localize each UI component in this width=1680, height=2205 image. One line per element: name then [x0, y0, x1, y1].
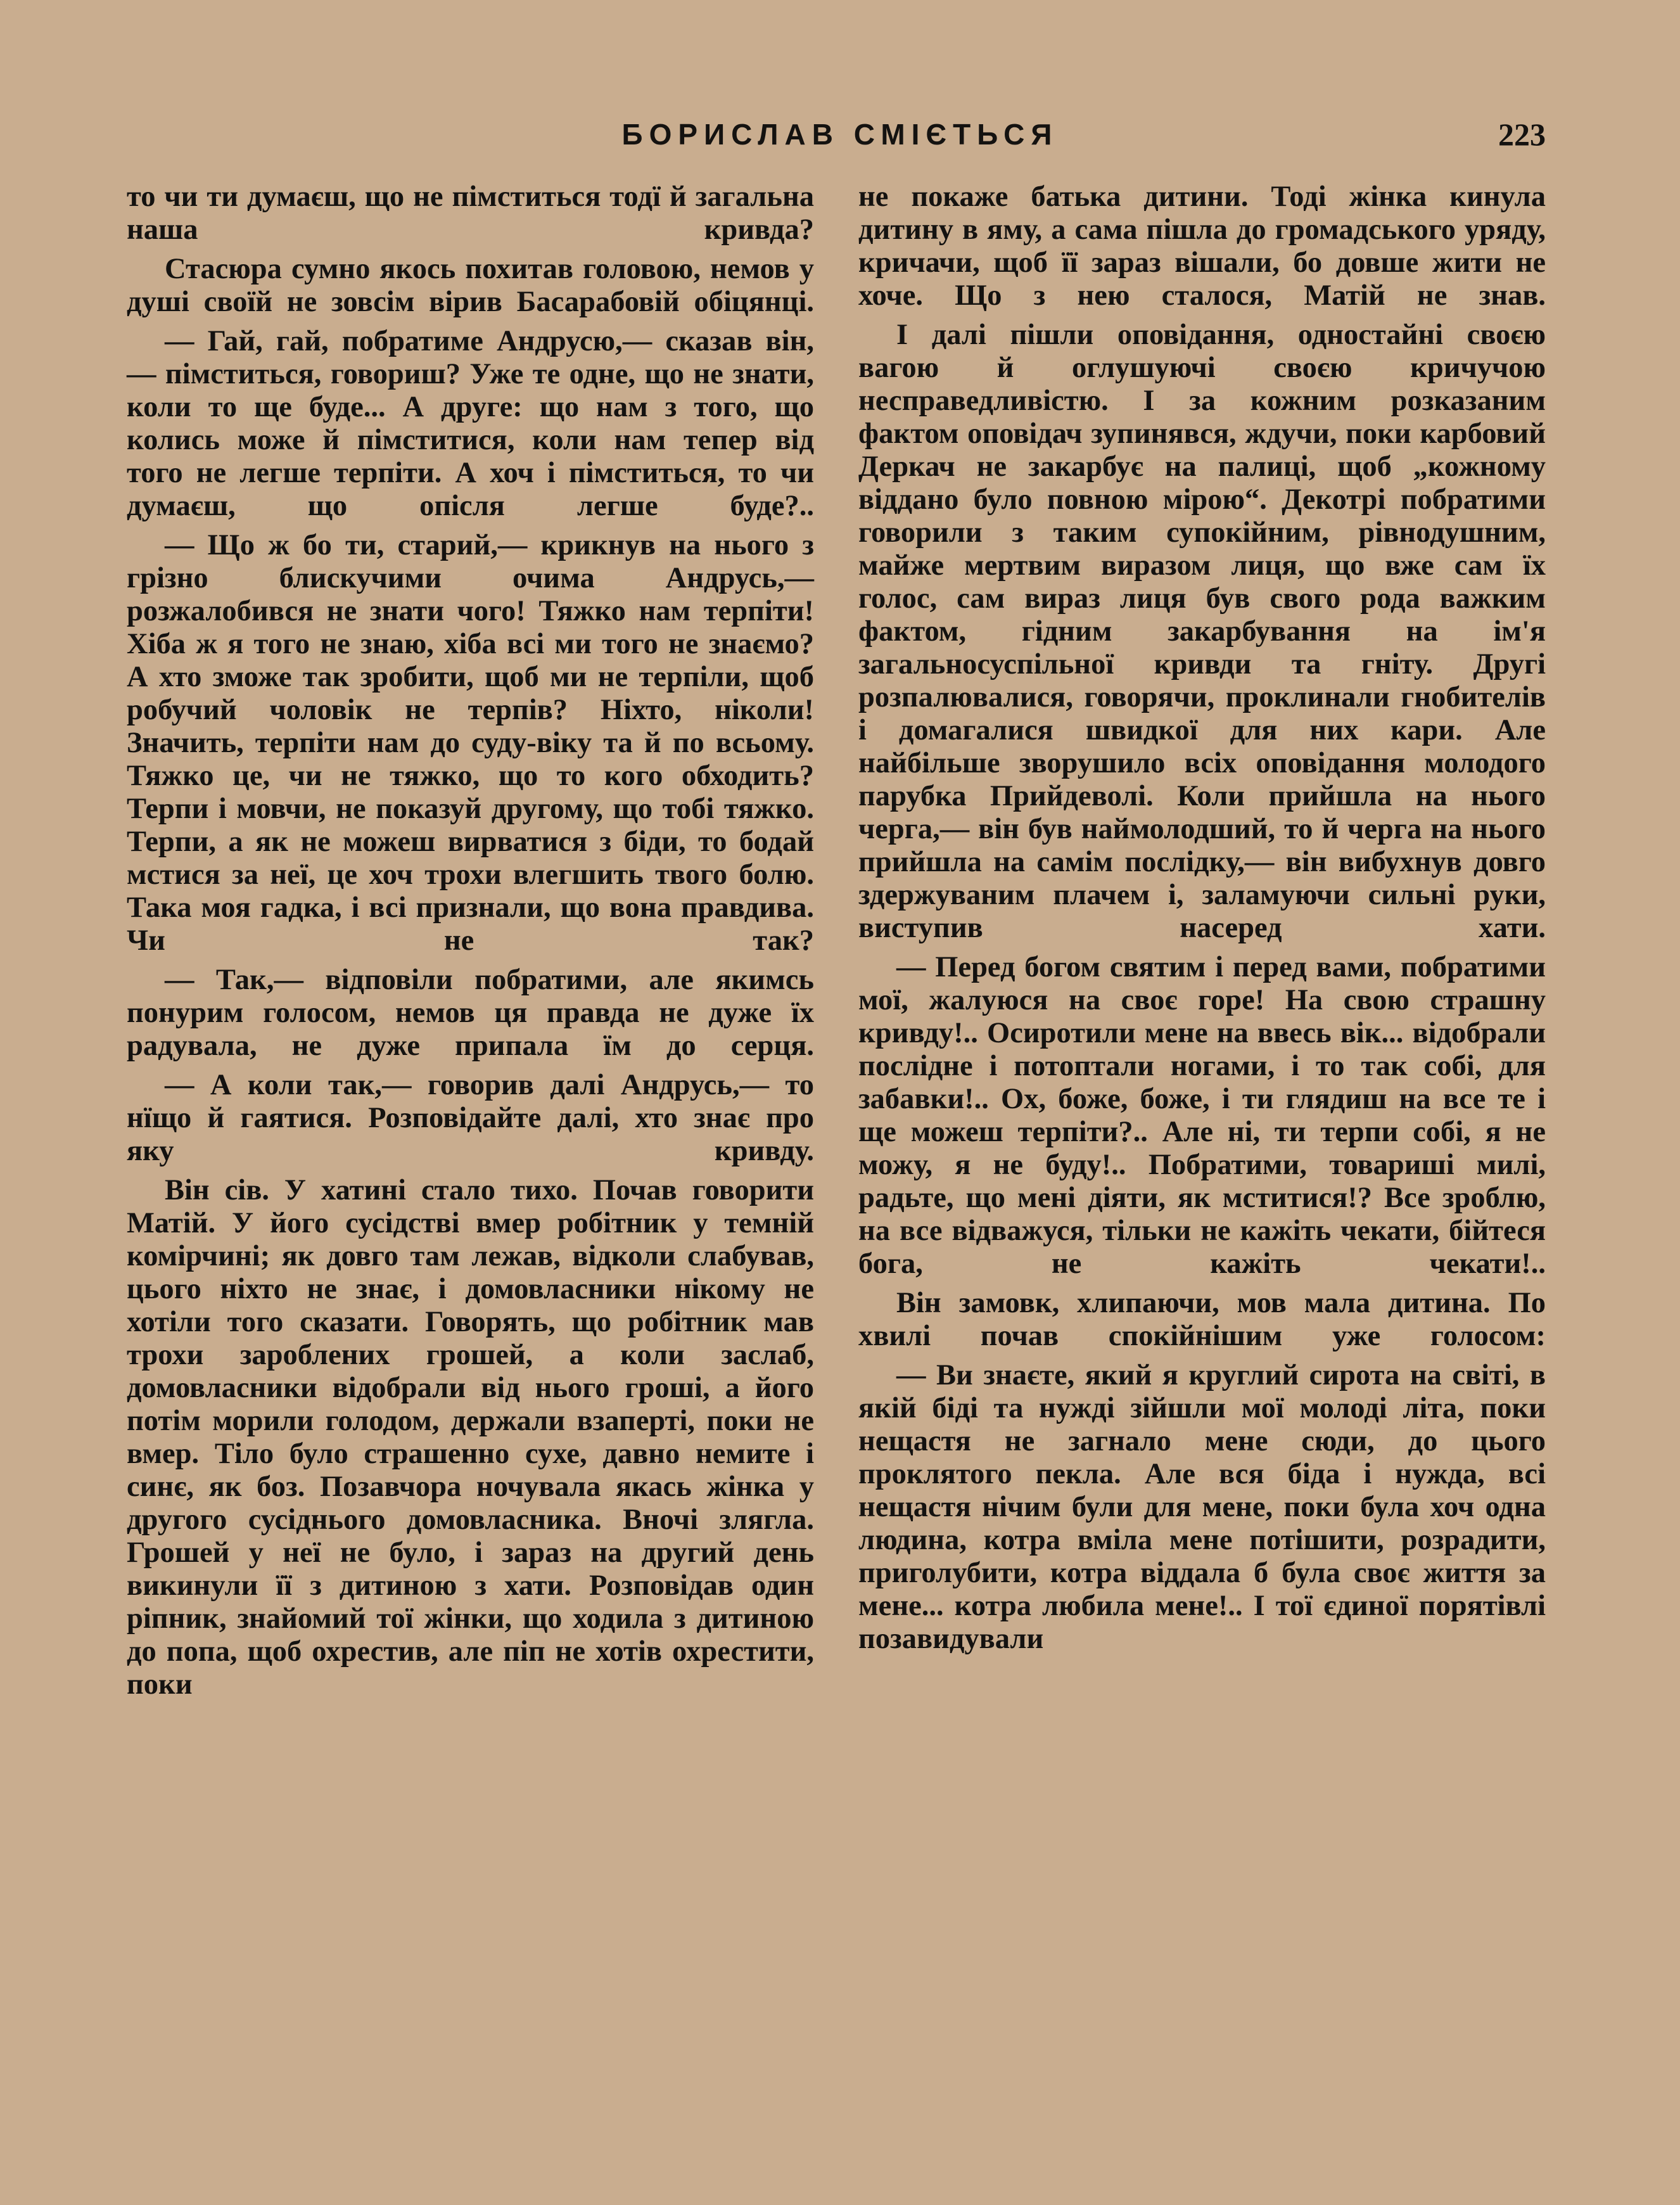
- right-text-column: [858, 181, 1546, 1662]
- paragraph: — Ви знаєте, який я круглий сирота на світі, в якій біді та нужді зійшли мої молоді літа, поки нещастя не загнало мене сюди, до цього проклятого пекла. Але вся біда і нужда, всі нещастя нічим були для мене, поки була хоч одна людина, котра вміла мене потішити, розрадити, приголубити, котра віддала б була своє життя за мене... котра любила мене!.. І тої єдиної порятівлі позавидували: [858, 1359, 1546, 1655]
- paragraph: І далі пішли оповідання, одностайні своєю вагою й оглушуючі своєю кричучою несправедливістю. І за кожним розказаним фактом оповідач зупинявся, ждучи, поки карбовий Деркач не закарбує на палиці, щоб „кожному віддано було повною мірою“. Декотрі побратими говорили з таким супокійним, рівнодушним, майже мертвим виразом лиця, що вже сам їх голос, сам вираз лиця був свого рода важким фактом, гідним закарбування на ім'я загальносуспільної кривди та гніту. Другі розпалювалися, говорячи, проклинали гнобителів і домагалися швидкої для них кари. Але найбільше зворушило всіх оповідання молодого парубка Прийдеволі. Коли прийшла на нього черга,— він був наймолодший, то й черга на нього прийшла на самім послідку,— він вибухнув довго здержуваним плачем і, заламуючи сильні руки, виступив насеред хати.: [858, 319, 1546, 944]
- paragraph: Стасюра сумно якось похитав головою, немов у душі своїй не зовсім вірив Басарабовій обіцянці.: [127, 253, 814, 318]
- paragraph: Він сів. У хатині стало тихо. Почав говорити Матій. У його сусідстві вмер робітник у темній комірчині; як довго там лежав, відколи слабував, цього ніхто не знає, і домовласники нікому не хотіли того сказати. Говорять, що робітник мав трохи зароблених грошей, а коли заслаб, домовласники відобрали від нього гроші, а його потім морили голодом, держали взаперті, поки не вмер. Тіло було страшенно сухе, давно немите і синє, як боз. Позавчора ночувала якась жінка у другого сусіднього домовласника. Вночі злягла. Грошей у неї не було, і зараз на другий день викинули її з дитиною з хати. Розповідав один ріпник, знайомий тої жінки, що ходила з дитиною до попа, щоб охрестив, але піп не хотів охрестити, поки: [127, 1174, 814, 1701]
- page-number: 223: [1498, 117, 1546, 152]
- paragraph: — А коли так,— говорив далі Андрусь,— то нїщо й гаятися. Розповідайте далі, хто знає про яку кривду.: [127, 1069, 814, 1167]
- book-title: БОРИСЛАВ СМІЄТЬСЯ: [621, 118, 1059, 151]
- paragraph: — Перед богом святим і перед вами, побратими мої, жалуюся на своє горе! На свою страшну кривду!.. Осиротили мене на ввесь вік... відобрали послідне і потоптали ногами, і то так собі, для забавки!.. Ох, боже, боже, і ти глядиш на все те і ще можеш терпіти?.. Але ні, ти терпи собі, я не можу, я не буду!.. Побратими, товариші милі, радьте, що мені діяти, як мститися!? Все зроблю, на все відважуся, тільки не кажіть чекати, бійтеся бога, не кажіть чекати!..: [858, 951, 1546, 1280]
- paragraph: — Так,— відповіли побратими, але якимсь понурим голосом, немов ця правда не дуже їх радувала, не дуже припала їм до серця.: [127, 964, 814, 1062]
- left-text-column: [127, 181, 814, 1708]
- paragraph: то чи ти думаєш, що не пімститься тодї й загальна наша кривда?: [127, 181, 814, 246]
- paragraph: Він замовк, хлипаючи, мов мала дитина. По хвилі почав спокійнішим уже голосом:: [858, 1287, 1546, 1352]
- paragraph: — Що ж бо ти, старий,— крикнув на нього з грізно блискучими очима Андрусь,— розжалобився не знати чого! Тяжко нам терпіти! Хіба ж я того не знаю, хіба всі ми того не знаємо? А хто зможе так зробити, щоб ми не терпіли, щоб робучий чоловік не терпів? Ніхто, ніколи! Значить, терпіти нам до суду-віку та й по всьому. Тяжко це, чи не тяжко, що то кого обходить? Терпи і мовчи, не показуй другому, що тобі тяжко. Терпи, а як не можеш вирватися з біди, то бодай мстися за неї, це хоч трохи влегшить твого болю. Така моя гадка, і всі признали, що вона правдива. Чи не так?: [127, 529, 814, 957]
- running-header: [0, 117, 1680, 155]
- paragraph: — Гай, гай, побратиме Андрусю,— сказав він,— пімститься, говориш? Уже те одне, що не знати, коли то ще буде... А друге: що нам з того, що колись може й пімститися, коли нам тепер від того не легше терпіти. А хоч і пімститься, то чи думаєш, що опісля легше буде?..: [127, 325, 814, 522]
- paragraph: не покаже батька дитини. Тоді жінка кинула дитину в яму, а сама пішла до громадського уряду, кричачи, щоб її зараз вішали, бо довше жити не хоче. Що з нею сталося, Матій не знав.: [858, 181, 1546, 312]
